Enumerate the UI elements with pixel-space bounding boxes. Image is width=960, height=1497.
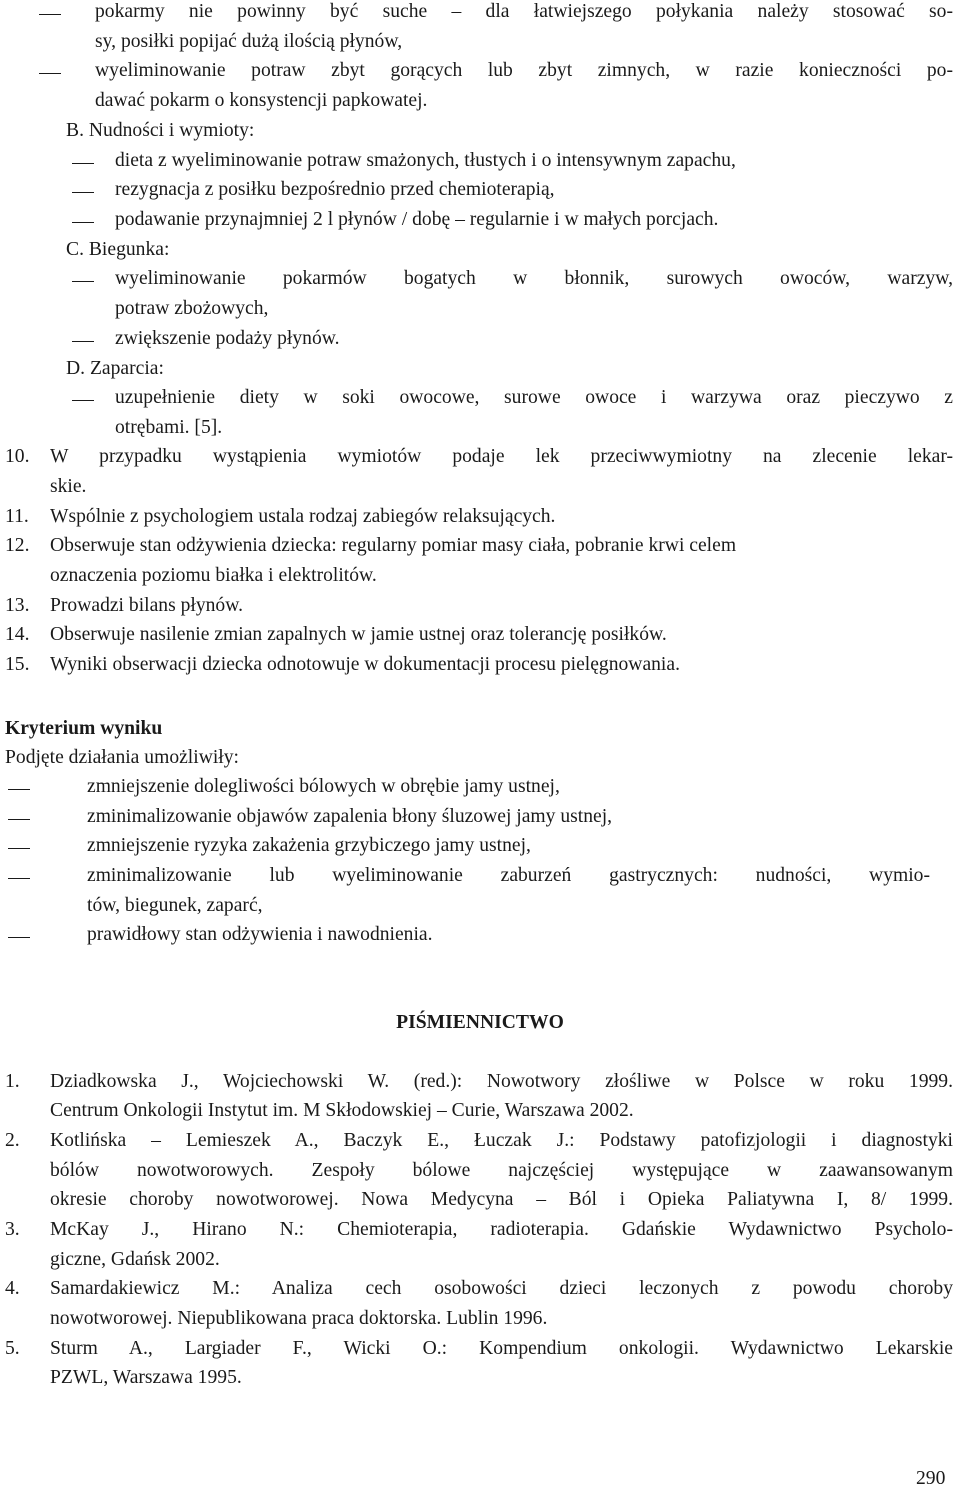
list-item: rezygnacja z posiłku bezpośrednio przed chemioterapią, — [115, 179, 555, 200]
section-heading: Kryterium wyniku — [5, 718, 163, 739]
numbered-item-cont: skie. — [50, 476, 87, 497]
list-item: wyeliminowanie potraw zbyt gorących lub zbyt zimnych, w razie konieczności po- — [95, 60, 953, 81]
list-item-cont: otrębami. [5]. — [115, 417, 223, 438]
ref-number: 4. — [5, 1278, 20, 1299]
section-intro: Podjęte działania umożliwiły: — [5, 747, 239, 768]
dash — [8, 789, 30, 790]
dash — [72, 192, 94, 193]
numbered-item: Prowadzi bilans płynów. — [50, 595, 244, 616]
subsection-heading: C. Biegunka: — [66, 239, 170, 260]
reference-cont: nowotworowej. Niepublikowana praca doktorska. Lublin 1996. — [50, 1308, 548, 1329]
item-number: 14. — [5, 624, 30, 645]
bibliography-heading: PIŚMIENNICTWO — [396, 1012, 564, 1033]
ref-number: 2. — [5, 1130, 20, 1151]
dash — [8, 878, 30, 879]
numbered-item: W przypadku wystąpienia wymiotów podaje lek przeciwwymiotny na zlecenie lekar- — [50, 446, 953, 467]
dash — [8, 937, 30, 938]
dash — [39, 73, 61, 74]
numbered-item: Wyniki obserwacji dziecka odnotowuje w dokumentacji procesu pielęgnowania. — [50, 654, 680, 675]
item-number: 12. — [5, 535, 30, 556]
reference-cont: Centrum Onkologii Instytut im. M Skłodowskiej – Curie, Warszawa 2002. — [50, 1100, 634, 1121]
numbered-item: Obserwuje stan odżywienia dziecka: regularny pomiar masy ciała, pobranie krwi celem — [50, 535, 737, 556]
numbered-item: Obserwuje nasilenie zmian zapalnych w jamie ustnej oraz tolerancję posiłków. — [50, 624, 667, 645]
ref-number: 5. — [5, 1338, 20, 1359]
reference: Sturm A., Largiader F., Wicki O.: Kompendium onkologii. Wydawnictwo Lekarskie — [50, 1338, 953, 1359]
dash — [72, 341, 94, 342]
reference: Dziadkowska J., Wojciechowski W. (red.): Nowotwory złośliwe w Polsce w roku 1999. — [50, 1071, 953, 1092]
list-item: wyeliminowanie pokarmów bogatych w błonnik, surowych owoców, warzyw, — [115, 268, 953, 289]
reference: McKay J., Hirano N.: Chemioterapia, radioterapia. Gdańskie Wydawnictwo Psycholo- — [50, 1219, 953, 1240]
subsection-heading: B. Nudności i wymioty: — [66, 120, 255, 141]
list-item: pokarmy nie powinny być suche – dla łatwiejszego połykania należy stosować so- — [95, 1, 953, 22]
list-item: podawanie przynajmniej 2 l płynów / dobę – regularnie i w małych porcjach. — [115, 209, 719, 230]
list-item: zwiększenie podaży płynów. — [115, 328, 340, 349]
item-number: 11. — [5, 506, 29, 527]
reference: Kotlińska – Lemieszek A., Baczyk E., Łuczak J.: Podstawy patofizjologii i diagnostyki — [50, 1130, 953, 1151]
dash — [8, 819, 30, 820]
item-number: 10. — [5, 446, 30, 467]
ref-number: 1. — [5, 1071, 20, 1092]
dash — [8, 848, 30, 849]
numbered-item: Wspólnie z psychologiem ustala rodzaj zabiegów relaksujących. — [50, 506, 556, 527]
reference-cont: okresie choroby nowotworowej. Nowa Medycyna – Ból i Opieka Paliatywna I, 8/ 1999. — [50, 1189, 953, 1210]
dash — [72, 281, 94, 282]
reference-cont: giczne, Gdańsk 2002. — [50, 1249, 220, 1270]
reference: Samardakiewicz M.: Analiza cech osobowości dzieci leczonych z powodu choroby — [50, 1278, 953, 1299]
page-number: 290 — [916, 1468, 946, 1489]
result-item: prawidłowy stan odżywienia i nawodnienia. — [87, 924, 433, 945]
dash — [72, 163, 94, 164]
result-item: zmniejszenie ryzyka zakażenia grzybiczego jamy ustnej, — [87, 835, 531, 856]
dash — [72, 222, 94, 223]
result-item: zminimalizowanie objawów zapalenia błony śluzowej jamy ustnej, — [87, 806, 613, 827]
item-number: 15. — [5, 654, 30, 675]
subsection-heading: D. Zaparcia: — [66, 358, 164, 379]
dash — [72, 400, 94, 401]
list-item-cont: dawać pokarm o konsystencji papkowatej. — [95, 90, 428, 111]
list-item-cont: sy, posiłki popijać dużą ilością płynów, — [95, 31, 403, 52]
numbered-item-cont: oznaczenia poziomu białka i elektrolitów. — [50, 565, 377, 586]
item-number: 13. — [5, 595, 30, 616]
list-item: uzupełnienie diety w soki owocowe, surowe owoce i warzywa oraz pieczywo z — [115, 387, 953, 408]
result-item: zminimalizowanie lub wyeliminowanie zaburzeń gastrycznych: nudności, wymio- — [87, 865, 930, 886]
dash — [39, 14, 61, 15]
reference-cont: bólów nowotworowych. Zespoły bólowe najczęściej występujące w zaawansowanym — [50, 1160, 953, 1181]
list-item-cont: potraw zbożowych, — [115, 298, 269, 319]
list-item: dieta z wyeliminowanie potraw smażonych, tłustych i o intensywnym zapachu, — [115, 150, 736, 171]
result-item-cont: tów, biegunek, zaparć, — [87, 895, 263, 916]
ref-number: 3. — [5, 1219, 20, 1240]
reference-cont: PZWL, Warszawa 1995. — [50, 1367, 242, 1388]
result-item: zmniejszenie dolegliwości bólowych w obrębie jamy ustnej, — [87, 776, 560, 797]
